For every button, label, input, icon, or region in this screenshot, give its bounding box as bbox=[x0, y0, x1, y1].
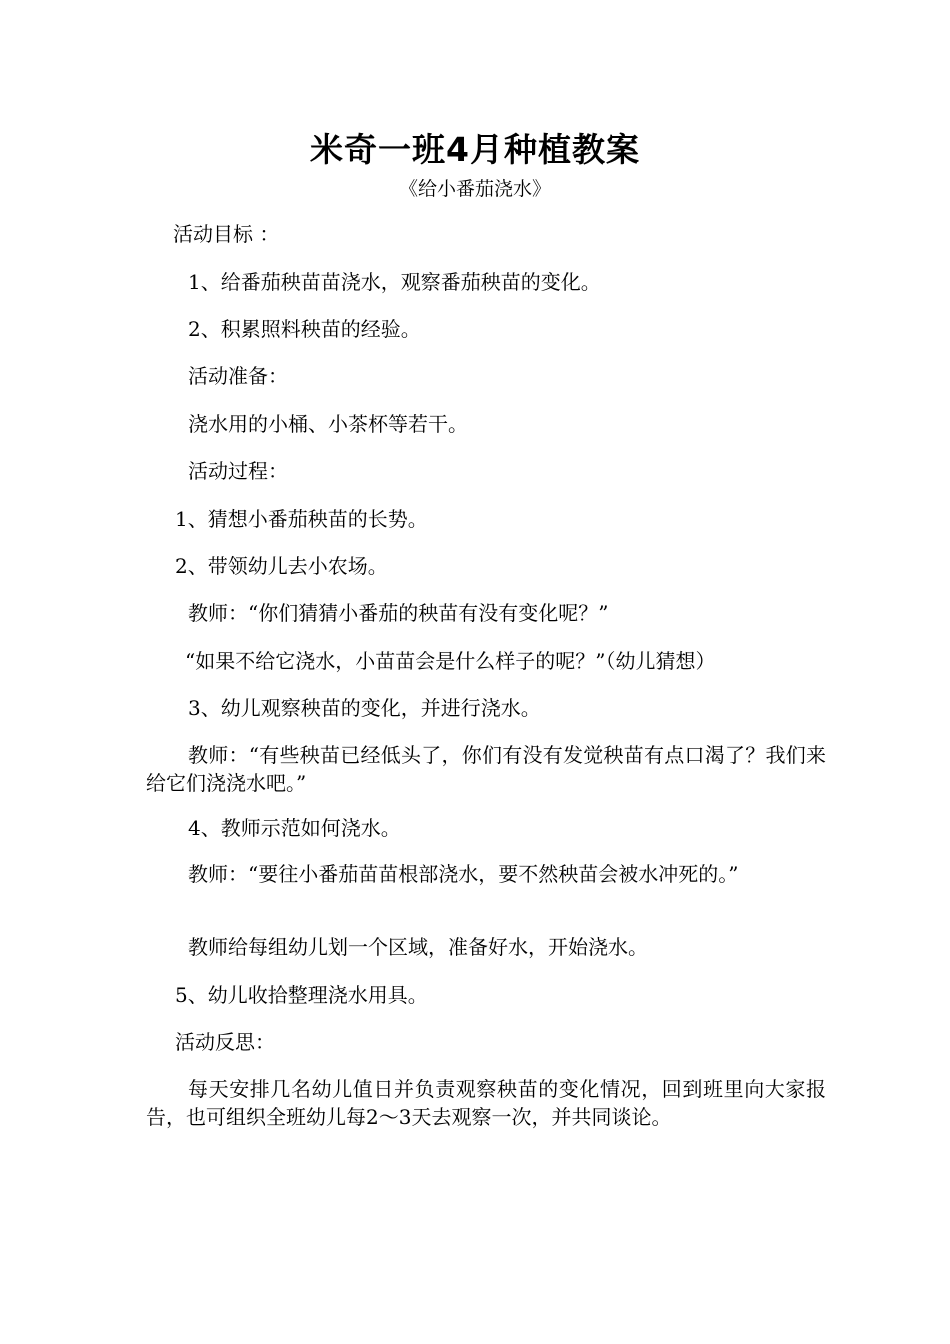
reflect-heading: 活动反思： bbox=[175, 1030, 275, 1054]
process-step-2: 2、带领幼儿去小农场。 bbox=[175, 554, 388, 578]
document-subtitle: 《给小番茄浇水》 bbox=[398, 178, 551, 200]
goal-item-1: 1、给番茄秧苗苗浇水，观察番茄秧苗的变化。 bbox=[188, 270, 601, 294]
goal-item-2: 2、积累照料秧苗的经验。 bbox=[188, 317, 421, 341]
teacher-question-3: 教师：“有些秧苗已经低头了，你们有没有发觉秧苗有点口渴了？我们来给它们浇浇水吧。” bbox=[146, 743, 826, 795]
teacher-question-1: 教师：“你们猜猜小番茄的秧苗有没有变化呢？” bbox=[188, 601, 609, 625]
prep-heading: 活动准备： bbox=[188, 364, 288, 388]
document-title: 米奇一班4月种植教案 bbox=[310, 130, 640, 169]
process-heading: 活动过程： bbox=[188, 459, 288, 483]
process-step-5: 5、幼儿收拾整理浇水用具。 bbox=[175, 983, 428, 1007]
prep-text: 浇水用的小桶、小茶杯等若干。 bbox=[188, 412, 468, 436]
goal-heading: 活动目标 ： bbox=[173, 222, 280, 246]
reflect-text: 每天安排几名幼儿值日并负责观察秧苗的变化情况，回到班里向大家报告，也可组织全班幼儿每2～3天去观察一次，并共同谈论。 bbox=[146, 1077, 826, 1129]
assign-text: 教师给每组幼儿划一个区域，准备好水，开始浇水。 bbox=[188, 935, 648, 959]
process-step-4: 4、教师示范如何浇水。 bbox=[188, 816, 401, 840]
process-step-3: 3、幼儿观察秧苗的变化，并进行浇水。 bbox=[188, 696, 541, 720]
teacher-question-4: 教师：“要往小番茄苗苗根部浇水，要不然秧苗会被水冲死的。” bbox=[188, 862, 739, 886]
teacher-question-2: “如果不给它浇水，小苗苗会是什么样子的呢？”（幼儿猜想） bbox=[185, 649, 716, 673]
process-step-1: 1、猜想小番茄秧苗的长势。 bbox=[175, 507, 428, 531]
